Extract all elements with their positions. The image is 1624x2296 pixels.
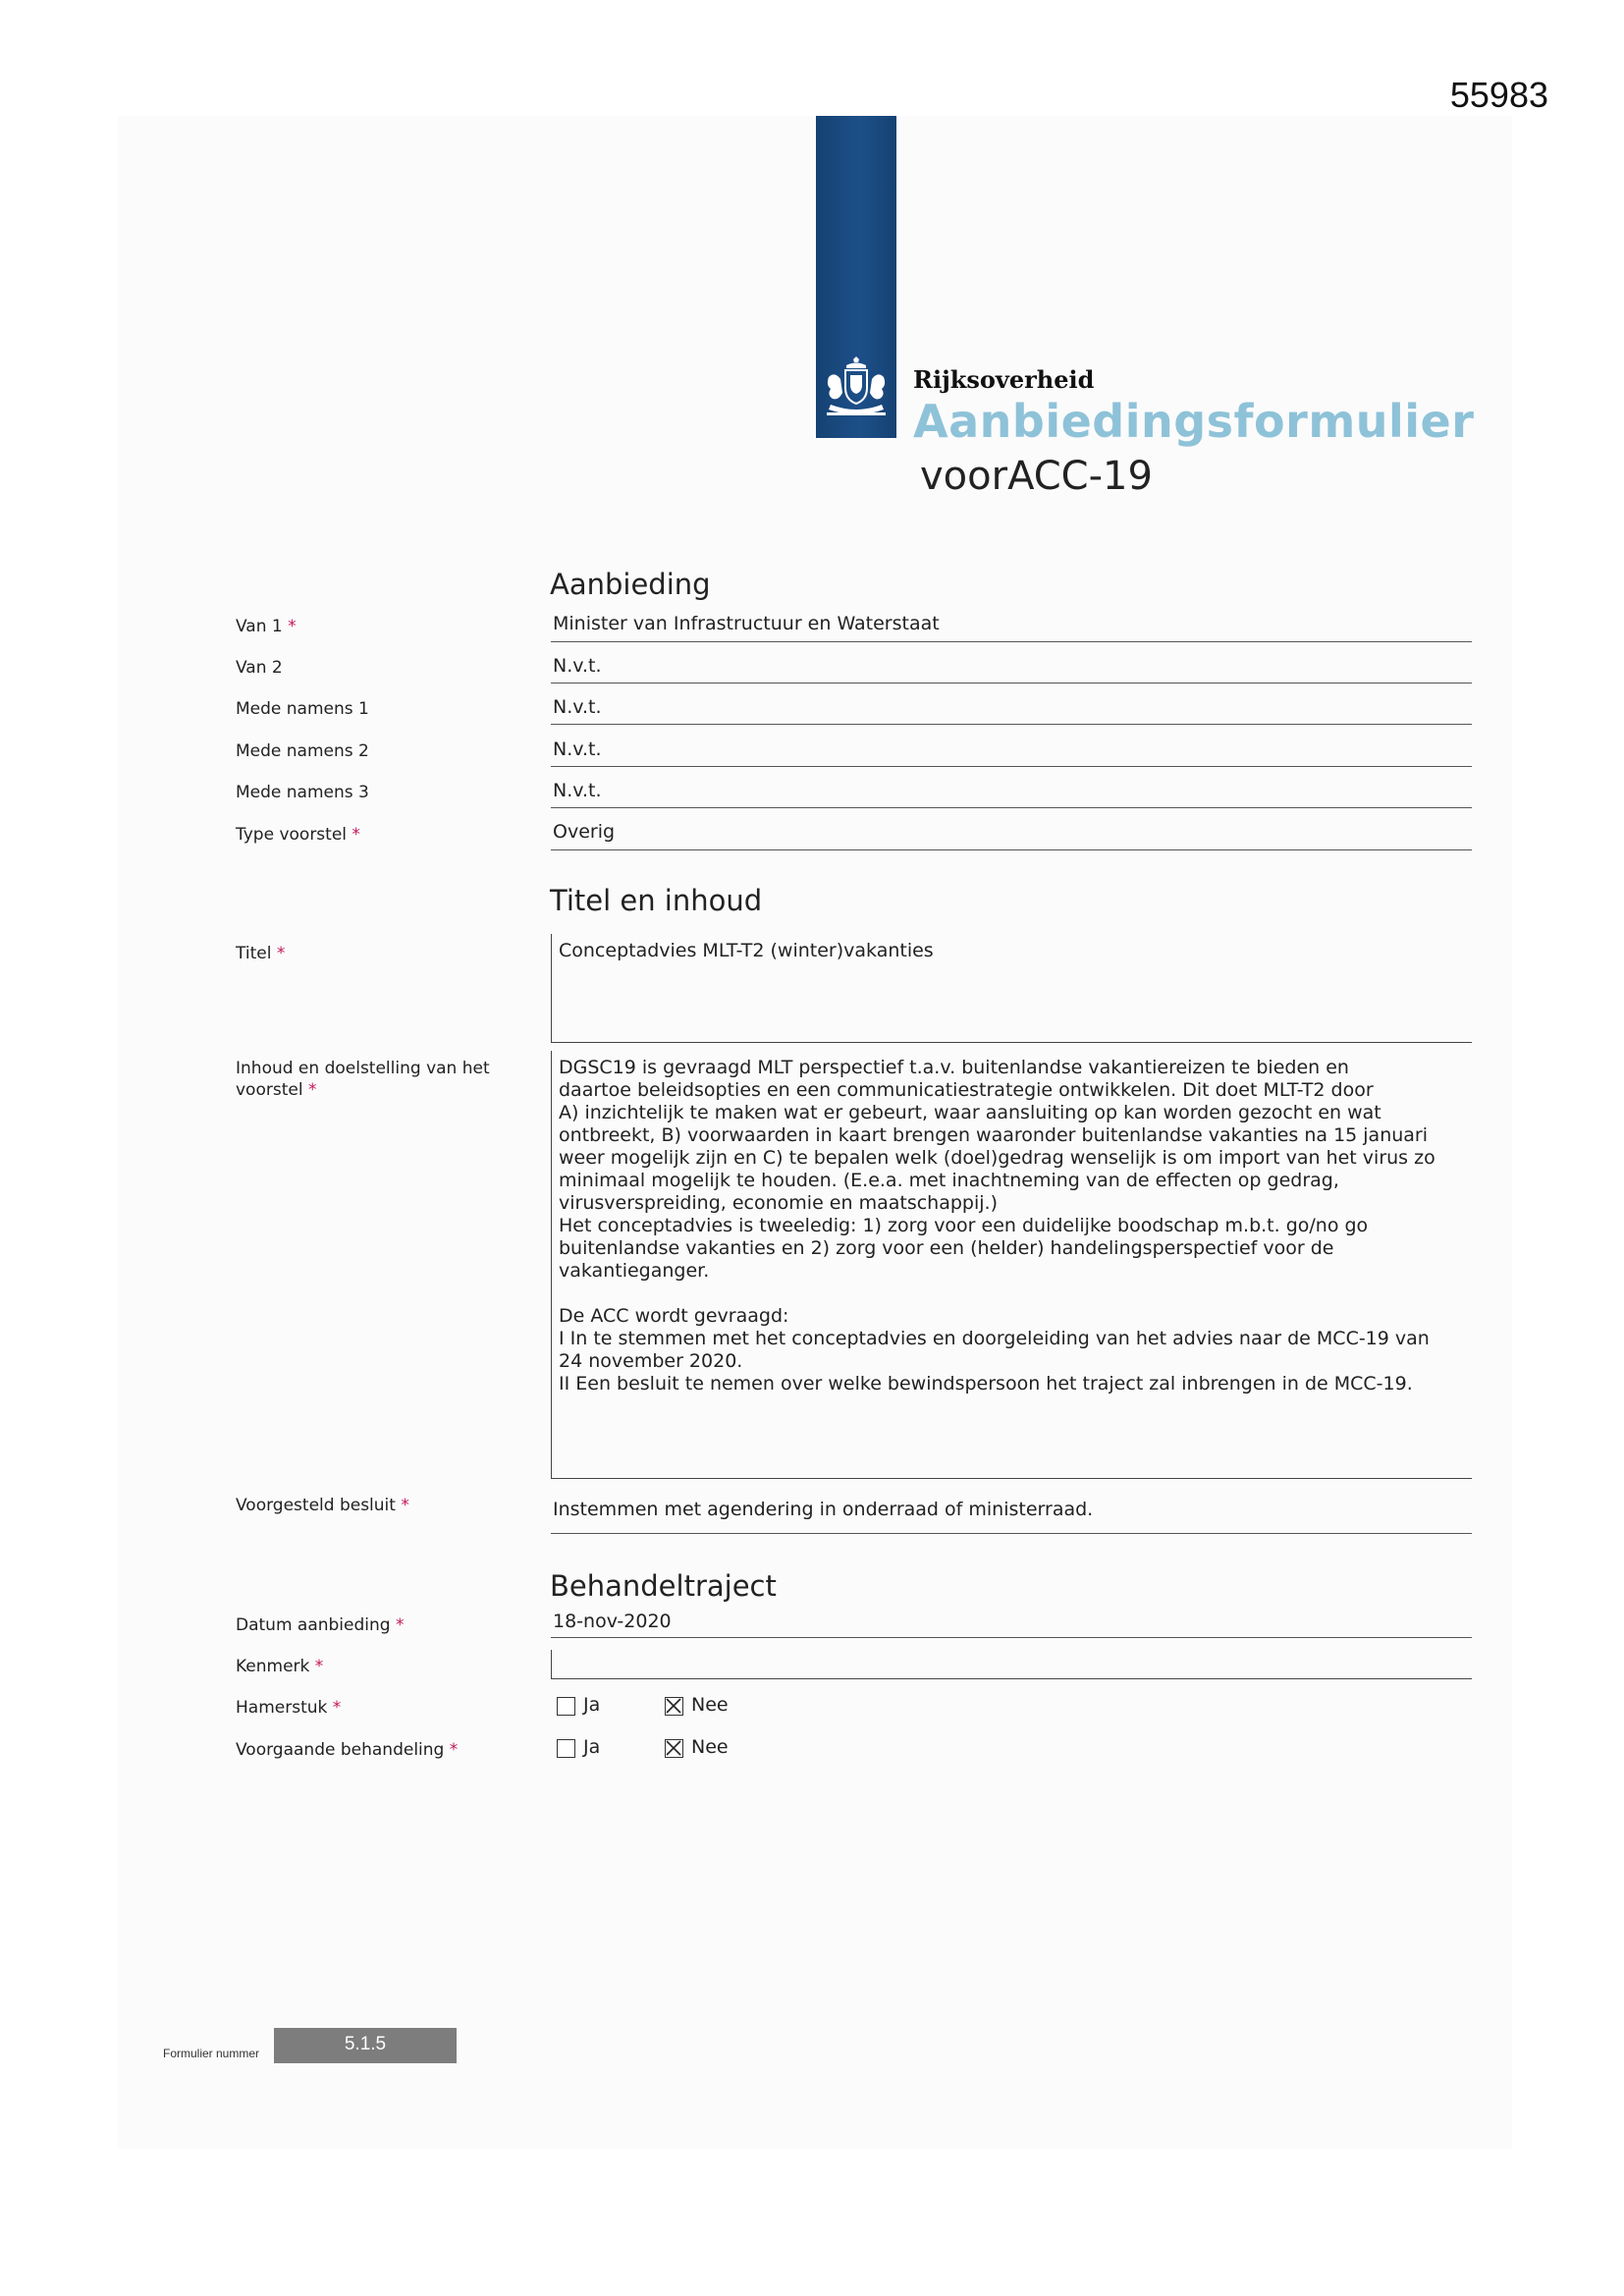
coat-of-arms-icon: [821, 355, 892, 420]
field-kenmerk[interactable]: [551, 1650, 1472, 1679]
document-number: 55983: [1449, 75, 1548, 115]
label-van2: Van 2: [236, 658, 283, 678]
label-hamerstuk: Hamerstuk *: [236, 1698, 342, 1718]
hamerstuk-nee-label: Nee: [691, 1694, 729, 1716]
field-mede-namens-2[interactable]: N.v.t.: [551, 738, 1472, 767]
voorgaande-nee-checkbox[interactable]: [665, 1739, 683, 1758]
section-title-aanbieding: Aanbieding: [550, 568, 711, 601]
field-inhoud[interactable]: [551, 1051, 1472, 1479]
field-titel[interactable]: Conceptadvies MLT-T2 (winter)vakanties: [551, 934, 1472, 1043]
voorgaande-ja-label: Ja: [583, 1736, 601, 1758]
label-mede-namens-1: Mede namens 1: [236, 699, 369, 719]
label-datum-aanbieding: Datum aanbieding *: [236, 1615, 405, 1635]
form-title: Aanbiedingsformulier: [913, 395, 1475, 448]
voorgaande-ja-checkbox[interactable]: [557, 1739, 575, 1758]
hamerstuk-ja-label: Ja: [583, 1694, 601, 1716]
checkmark-x-icon: [666, 1740, 681, 1756]
field-voorgesteld-besluit[interactable]: Instemmen met agendering in onderraad of ministerraad.: [551, 1499, 1472, 1534]
label-type-voorstel: Type voorstel *: [236, 825, 360, 845]
label-voorgesteld-besluit: Voorgesteld besluit *: [236, 1496, 409, 1515]
hamerstuk-nee-checkbox[interactable]: [665, 1697, 683, 1716]
field-van2[interactable]: N.v.t.: [551, 655, 1472, 683]
section-title-titel-inhoud: Titel en inhoud: [550, 884, 763, 917]
label-mede-namens-2: Mede namens 2: [236, 741, 369, 761]
voorgaande-nee-label: Nee: [691, 1736, 729, 1758]
checkmark-x-icon: [666, 1698, 681, 1714]
field-mede-namens-1[interactable]: N.v.t.: [551, 696, 1472, 725]
label-van1: Van 1 *: [236, 617, 297, 636]
brand-name: Rijksoverheid: [913, 365, 1095, 394]
label-mede-namens-3: Mede namens 3: [236, 783, 369, 802]
label-kenmerk: Kenmerk *: [236, 1657, 324, 1676]
label-voorgaande-behandeling: Voorgaande behandeling *: [236, 1740, 459, 1760]
form-number-value: 5.1.5: [274, 2028, 457, 2063]
label-titel: Titel *: [236, 944, 286, 963]
label-inhoud: Inhoud en doelstelling van het voorstel *: [236, 1059, 490, 1100]
inhoud-paragraph: DGSC19 is gevraagd MLT perspectief t.a.v. buitenlandse vakantiereizen te bieden en daartoe beleidsopties en een communicatiestrategie ontwikkelen. Dit doet MLT-T2 door A) inzichtelijk te maken wat er gebeurt, waar aansluiting op kan worden gezocht en wat ontbreekt, B) voorwaarden in kaart brengen waaronder buitenlandse vakanties na 15 januari weer mogelijk zijn en C) te bepalen welk (doel)gedrag wenselijk is om import van het virus zo minimaal mogelijk te houden. (E.e.a. met inachtneming van de effecten op gedrag, virusverspreiding, economie en maatschappij.) Het conceptadvies is tweeledig: 1) zorg voor een duidelijke boodschap m.b.t. go/no go buitenlandse vakanties en 2) zorg voor een (helder) handelingsperspectief voor de vakantieganger.: [559, 1057, 1435, 1282]
field-mede-namens-3[interactable]: N.v.t.: [551, 780, 1472, 808]
form-subtitle: voorACC-19: [920, 454, 1153, 499]
section-title-behandeltraject: Behandeltraject: [550, 1569, 777, 1603]
form-number-label: Formulier nummer: [163, 2047, 260, 2060]
field-datum-aanbieding[interactable]: 18-nov-2020: [551, 1611, 1472, 1638]
field-van1[interactable]: Minister van Infrastructuur en Waterstaat: [551, 613, 1472, 642]
field-type-voorstel[interactable]: Overig: [551, 821, 1472, 850]
hamerstuk-ja-checkbox[interactable]: [557, 1697, 575, 1716]
inhoud-paragraph: De ACC wordt gevraagd: I In te stemmen met het conceptadvies en doorgeleiding van het advies naar de MCC-19 van 24 november 2020. II Een besluit te nemen over welke bewindspersoon het traject zal inbrengen in de MCC-19.: [559, 1305, 1430, 1394]
